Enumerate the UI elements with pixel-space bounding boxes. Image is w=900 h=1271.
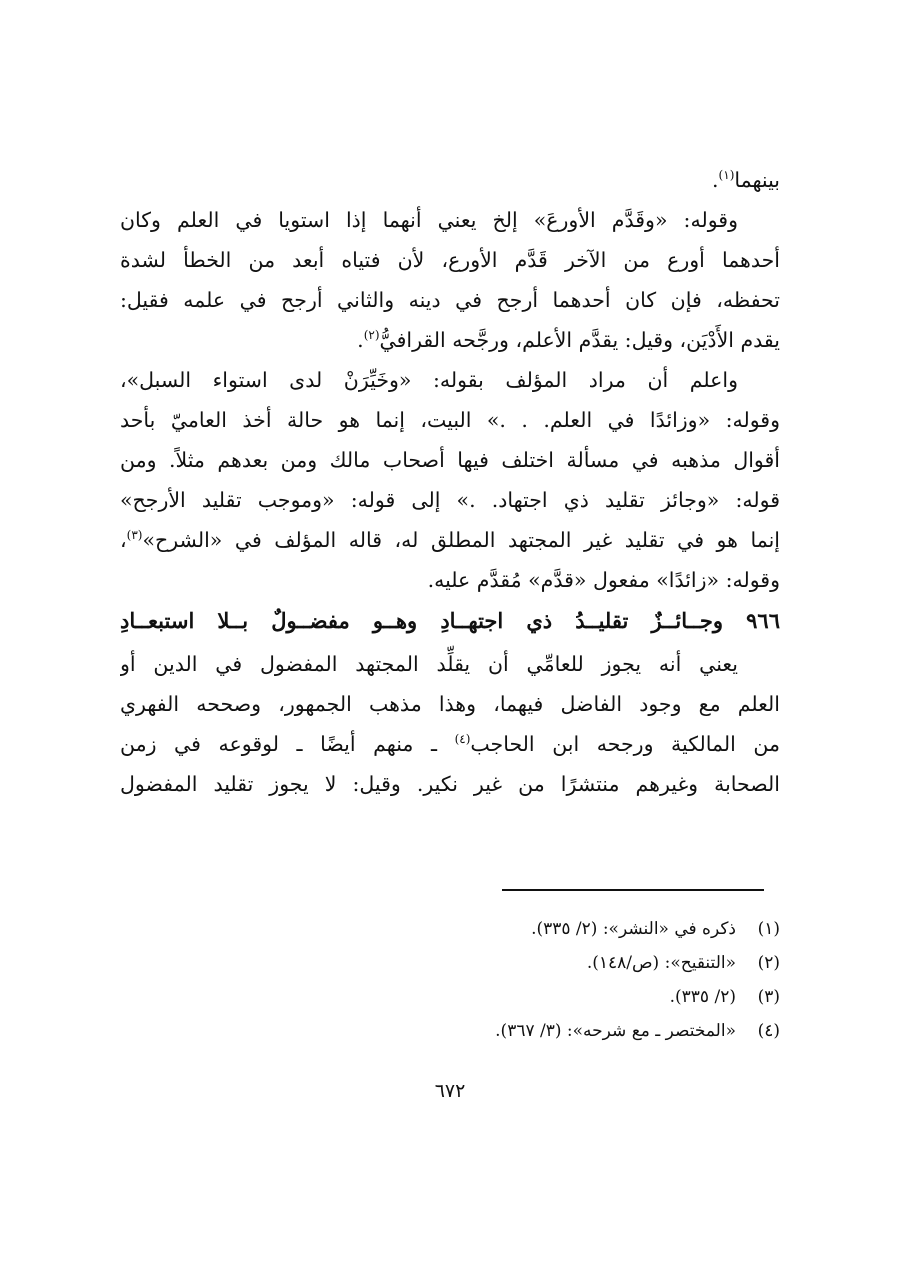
footnote-marker-1: (١) [718, 168, 735, 183]
commentary-line-4: الصحابة وغيرهم منتشرًا من غير نكير. وقيل: لا يجوز تقليد المفضول [120, 772, 780, 796]
text-line-5 [120, 320, 780, 360]
page-number: ٦٧٢ [434, 1080, 466, 1102]
text-line-1-content: بينهما [734, 168, 780, 192]
text-line-4: تحفظه، فإن كان أحدهما أرجح في دينه والثاني أرجح في علمه فقيل: [120, 288, 780, 312]
text-line-1 [120, 160, 780, 200]
text-line-5-content: يقدم الأَدْيَن، وقيل: يقدَّم الأعلم، ورجَّحه القرافيُّ [379, 328, 780, 352]
text-line-6: واعلم أن مراد المؤلف بقوله: «وخَيِّرَنْ لدى استواء السبل»، [120, 368, 738, 392]
footnote-1 [280, 912, 780, 946]
footnote-4 [280, 1014, 780, 1048]
text-line-8: أقوال مذهبه في مسألة اختلف فيها أصحاب مالك ومن بعدهم مثلاً. ومن [120, 448, 780, 472]
footnote-1-number: (١) [757, 919, 780, 939]
commentary-line-3 [120, 724, 780, 764]
verse-heading [120, 600, 780, 644]
commentary-line-1: يعني أنه يجوز للعامِّي أن يقلِّد المجتهد المفضول في الدين أو [120, 652, 738, 676]
footnote-marker-4: (٤) [454, 732, 471, 747]
footnote-2-text: «التنقيح»: (ص/١٤٨). [586, 953, 736, 973]
text-line-10 [120, 520, 780, 560]
text-line-3: أحدهما أورع من الآخر قَدَّم الأورع، لأن فتياه أبعد من الخطأ لشدة [120, 248, 780, 272]
commentary-line-2: العلم مع وجود الفاضل فيهما، وهذا مذهب الجمهور، وصححه الفهري [120, 692, 780, 716]
verse-hemistich-2: وهــو مفضــولٌ بــلا استبعــادِ [120, 608, 418, 633]
text-line-10-tail: ، [120, 528, 127, 552]
footnote-marker-2: (٢) [363, 328, 380, 343]
footnote-2 [280, 946, 780, 980]
footnote-1-text: ذكره في «النشر»: (٢/ ٣٣٥). [531, 919, 736, 939]
verse-number: ٩٦٦ [746, 608, 780, 633]
text-line-9: قوله: «وجائز تقليد ذي اجتهاد. .» إلى قوله: «وموجب تقليد الأرجح» [120, 488, 780, 512]
text-line-10-content: إنما هو في تقليد غير المجتهد المطلق له، قاله المؤلف في «الشرح» [142, 528, 780, 552]
footnote-3-text: (٢/ ٣٣٥). [669, 987, 736, 1007]
text-line-1-tail: . [712, 168, 719, 192]
text-line-2: وقوله: «وقَدَّم الأورعَ» إلخ يعني أنهما إذا استويا في العلم وكان [120, 208, 738, 232]
commentary-line-3-start: من المالكية ورجحه ابن الحاجب [470, 732, 780, 756]
footnote-3-number: (٣) [757, 987, 780, 1007]
verse-hemistich-1: وجــائــزٌ تقليــدُ ذي اجتهــادِ [440, 608, 724, 633]
text-line-5-tail: . [357, 328, 364, 352]
commentary-line-3-end: ـ منهم أيضًا ـ لوقوعه في زمن [120, 732, 437, 756]
text-line-11: وقوله: «زائدًا» مفعول «قدَّم» مُقدَّم عليه. [427, 568, 780, 592]
footnote-4-number: (٤) [757, 1021, 780, 1041]
footnote-4-text: «المختصر ـ مع شرحه»: (٣/ ٣٦٧). [495, 1021, 736, 1041]
footnotes [280, 912, 780, 1048]
text-line-7: وقوله: «وزائدًا في العلم. . .» البيت، إنما هو حالة أخذ العاميّ بأحد [120, 408, 780, 432]
footnote-3 [280, 980, 780, 1014]
main-text [120, 160, 780, 804]
footnote-separator [502, 889, 764, 891]
footnote-marker-3: (٣) [126, 528, 143, 543]
footnote-2-number: (٢) [757, 953, 780, 973]
